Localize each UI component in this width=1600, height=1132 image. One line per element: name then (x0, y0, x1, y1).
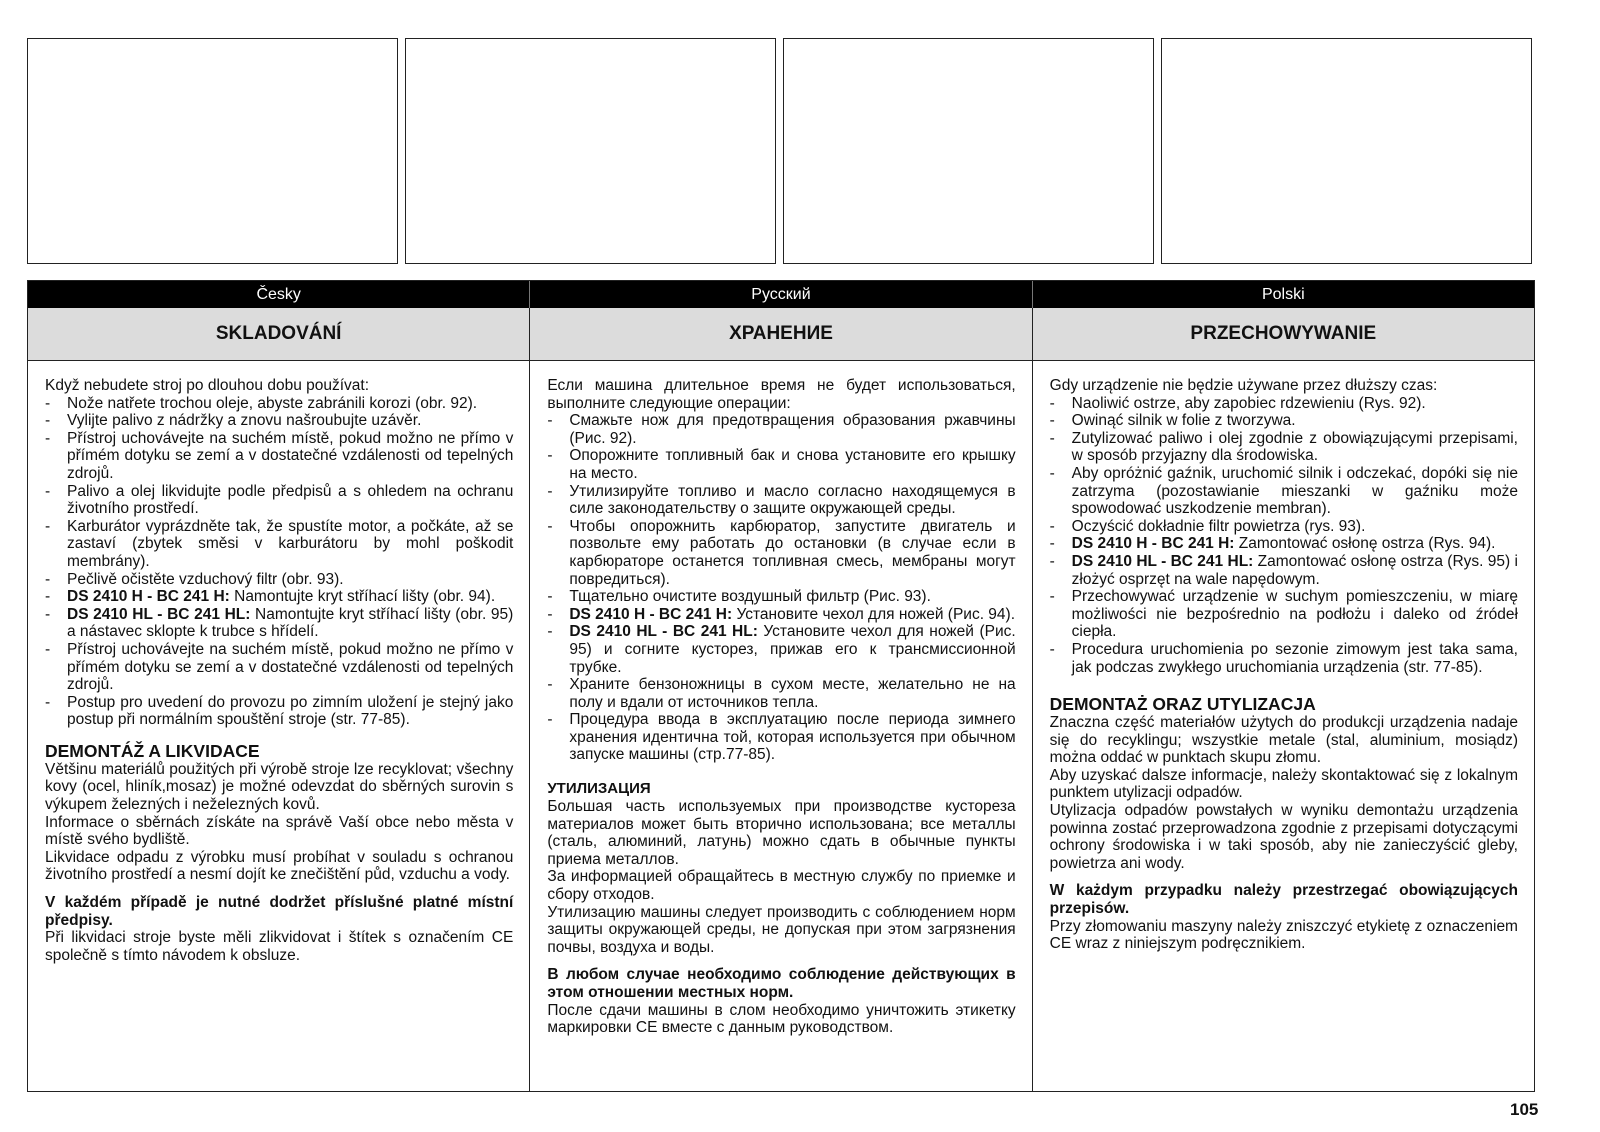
list-item (45, 588, 513, 606)
list-item (547, 623, 1015, 676)
list-item (45, 606, 513, 641)
section-title-bar (28, 308, 1534, 361)
model-label: DS 2410 HL - BC 241 HL: (67, 605, 251, 623)
list-item: - Přístroj uchovávejte na suchém místě, pokud možno ne přímo v přímém dotyku se zemí a v dostatečné vzdálenosti od tepelných zdrojů. (45, 641, 513, 694)
disposal-paragraph: За информацией обращайтесь в местную службу по приемке и сбору отходов. (547, 868, 1016, 904)
list-item: - Nože natřete trochou oleje, abyste zabránili korozi (obr. 92). (45, 395, 513, 413)
list-item: - Vylijte palivo z nádržky a znovu našroubujte uzávěr. (45, 412, 513, 430)
intro-text: Если машина длительное время не будет использоваться, выполните следующие операции: (547, 377, 1016, 412)
disposal-heading: DEMONTAŻ ORAZ UTYLIZACJA (1049, 694, 1316, 715)
list-item: - Przechowywać urządzenie w suchym pomieszczeniu, w miarę możliwości nie bezpośrednio na podłożu i daleko od źródeł ciepła. (1050, 588, 1518, 641)
list-item: - Чтобы опорожнить карбюратор, запустите двигатель и позвольте ему работать до остановки (в случае если в карбюраторе останется топливная смесь, мембраны могут повредиться). (547, 518, 1015, 588)
list-item: - Owinąć silnik w folie z tworzywa. (1050, 412, 1518, 430)
disposal-paragraph: Likvidace odpadu z výrobku musí probíhat v souladu s ochranou životního prostředí a nesmí dojít ke znečištění půd, vzduchu a vody. (45, 848, 514, 884)
disposal-paragraph: Znaczna część materiałów użytych do produkcji urządzenia nadaje się do recyklingu; wszystkie metale (stal, aluminium, mosiądz) można oddać w punktach skupu złomu. (1049, 714, 1518, 767)
list-item: - Храните бензоножницы в сухом месте, желательно не на полу и вдали от источников тепла. (547, 676, 1015, 711)
disposal-paragraph: Большая часть используемых при производстве кустореза материалов может быть вторично использована; все металлы (сталь, алюминий, латунь) можно сдать в обычные пункты приема металлов. (547, 798, 1016, 868)
section-title-cz: SKLADOVÁNÍ (215, 323, 342, 344)
intro-text: Když nebudete stroj po dlouhou dobu používat: (45, 377, 370, 394)
list-item: - Pečlivě očistěte vzduchový filtr (obr. 93). (45, 571, 513, 589)
list-item: - Procedura uruchomienia po sezonie zimowym jest taka sama, jak podczas zwykłego uruchomiania urządzenia (str. 77-85). (1050, 641, 1518, 676)
list-item (1050, 553, 1518, 588)
list-item: - Утилизируйте топливо и масло согласно находящемуся в силе законодательству о защите окружающей среды. (547, 483, 1015, 518)
model-label: DS 2410 H - BC 241 H: (1071, 535, 1235, 553)
list-item: - Процедура ввода в эксплуатацию после периода зимнего хранения идентична той, которая используется при обычном запуске машины (стр.77-85). (547, 711, 1015, 764)
storage-list (45, 395, 513, 729)
list-item-text: Установите чехол для ножей (Рис. 95) и согните кусторез, прижав его к трансмиссионной трубке. (569, 623, 1016, 676)
list-item: - Palivo a olej likvidujte podle předpisů a s ohledem na ochranu životního prostředí. (45, 483, 513, 518)
list-item (1050, 535, 1518, 553)
disposal-paragraph: Informace o sběrnách získáte na správě Vaší obce nebo města v místě svého bydliště. (45, 813, 514, 849)
final-note: После сдачи машины в слом необходимо уничтожить этикетку маркировки CE вместе с данным руководством. (547, 1001, 1016, 1037)
column-cz (28, 361, 529, 1091)
list-item-text: Zamontować osłonę ostrza (Rys. 95) i złożyć osprzęt na wale napędowym. (1071, 552, 1518, 588)
disposal-heading: УТИЛИЗАЦИЯ (547, 780, 651, 798)
disposal-heading: DEMONTÁŽ A LIKVIDACE (45, 740, 260, 761)
language-label-pl: Polski (1032, 281, 1534, 308)
model-label: DS 2410 H - BC 241 H: (67, 588, 230, 606)
list-item: - Zutylizować paliwo i olej zgodnie z obowiązującymi przepisami, w sposób przyjazny dla środowiska. (1050, 430, 1518, 465)
list-item: - Тщательно очистите воздушный фильтр (Рис. 93). (547, 588, 1015, 606)
language-bar (28, 281, 1534, 308)
model-label: DS 2410 H - BC 241 H: (569, 605, 733, 623)
disposal-paragraph: Утилизацию машины следует производить с соблюдением норм защиты окружающей среды, не допуская при этом загрязнения почвы, воздуха и воды. (547, 903, 1016, 956)
list-item: - Naoliwić ostrze, aby zapobiec rdzewieniu (Rys. 92). (1050, 395, 1518, 413)
list-item: - Смажьте нож для предотвращения образования ржавчины (Рис. 92). (547, 412, 1015, 447)
disposal-paragraph: Většinu materiálů použitých při výrobě stroje lze recyklovat; všechny kovy (ocel, hliník,mosaz) je možné odevzdat do sběrných surovin s výkupem železných i neželezných kovů. (45, 760, 514, 814)
content-table (27, 280, 1535, 1092)
list-item-text: Установите чехол для ножей (Рис. 94). (732, 605, 1016, 623)
final-note-bold: В любом случае необходимо соблюдение действующих в этом отношении местных норм. (547, 966, 1016, 1001)
language-label-cz: Česky (256, 286, 301, 303)
storage-list (1050, 395, 1518, 677)
figure-box-1 (27, 38, 398, 264)
final-note: Przy złomowaniu maszyny należy zniszczyć etykietę z oznaczeniem CE wraz z niniejszym podręcznikiem. (1049, 917, 1518, 953)
list-item-text: Zamontować osłonę ostrza (Rys. 94). (1234, 535, 1496, 553)
list-item (547, 606, 1015, 624)
list-item-text: Namontujte kryt stříhací lišty (obr. 95) a nástavec sklopte k trubce s hřídelí. (67, 605, 514, 641)
disposal-paragraph: Aby uzyskać dalsze informacje, należy skontaktować się z lokalnym punktem utylizacji odpadów. (1049, 766, 1518, 802)
list-item: - Přístroj uchovávejte na suchém místě, pokud možno ne přímo v přímém dotyku se zemí a v dostatečné vzdálenosti od tepelných zdrojů. (45, 430, 513, 483)
figure-box-3 (783, 38, 1154, 264)
final-note-bold: W każdym przypadku należy przestrzegać obowiązujących przepisów. (1049, 882, 1518, 918)
figure-box-2 (405, 38, 776, 264)
list-item: - Опорожните топливный бак и снова установите его крышку на место. (547, 447, 1015, 482)
list-item: - Aby opróżnić gaźnik, uruchomić silnik i odczekać, dopóki się nie zatrzyma (pozostawianie mieszanki w gaźniku może spowodować uszkodzenie membran). (1050, 465, 1518, 518)
storage-list (547, 412, 1015, 764)
model-label: DS 2410 HL - BC 241 HL: (569, 623, 758, 641)
section-title-ru: ХРАНЕНИЕ (529, 308, 1031, 360)
figure-box-4 (1161, 38, 1532, 264)
final-note-bold: V každém případě je nutné dodržet příslušné platné místní předpisy. (45, 894, 514, 929)
intro-text: Gdy urządzenie nie będzie używane przez dłuższy czas: (1049, 377, 1438, 394)
list-item: - Karburátor vyprázdněte tak, že spustíte motor, a počkáte, až se zastaví (zbytek směsi v karburátoru by mohl poškodit membrány). (45, 518, 513, 571)
disposal-paragraph: Utylizacja odpadów powstałych w wyniku demontażu urządzenia powinna zostać przeprowadzona zgodnie z przepisami dotyczącymi ochrony środowiska i w taki sposób, aby nie zanieczyścić gleby, powietrza ani wody. (1049, 802, 1518, 872)
list-item: - Postup pro uvedení do provozu po zimním uložení je stejný jako postup při normálním spouštění stroje (str. 77-85). (45, 694, 513, 729)
language-label-ru: Русский (529, 281, 1031, 308)
list-item-text: Namontujte kryt stříhací lišty (obr. 94). (229, 588, 496, 606)
model-label: DS 2410 HL - BC 241 HL: (1071, 552, 1254, 570)
section-title-pl: PRZECHOWYWANIE (1032, 308, 1534, 360)
list-item: - Oczyścić dokładnie filtr powietrza (rys. 93). (1050, 518, 1518, 536)
page-number: 105 (1510, 1100, 1539, 1119)
column-ru (529, 361, 1031, 1091)
column-pl (1032, 361, 1534, 1091)
final-note: Při likvidaci stroje byste měli zlikvidovat i štítek s označením CE společně s tímto návodem k obsluze. (45, 929, 514, 964)
